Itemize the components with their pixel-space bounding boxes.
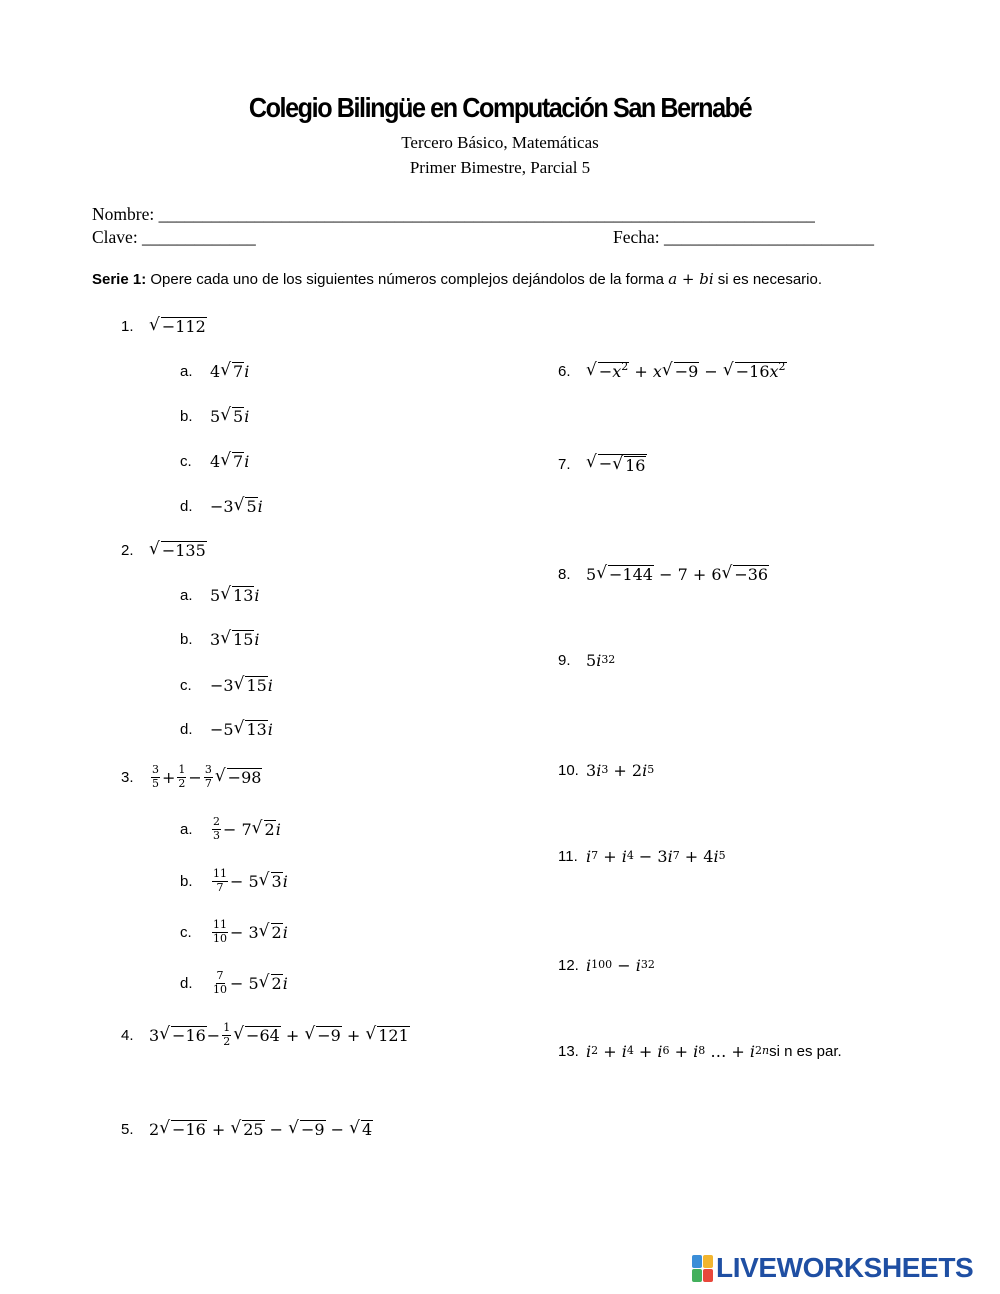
option-letter: a. [180, 362, 193, 380]
logo-wordmark: LIVEWORKSHEETS [716, 1252, 974, 1283]
question-number: 8. [558, 565, 571, 583]
question-12 [558, 951, 655, 979]
question-10 [558, 756, 654, 784]
question-3 [121, 760, 262, 794]
question-expression: √ − √ 16 [586, 451, 646, 475]
option-letter: d. [180, 497, 193, 515]
question-number: 6. [558, 362, 571, 380]
option-3b[interactable] [180, 864, 288, 898]
date-field[interactable]: Fecha: ________________________ [613, 227, 875, 247]
option-3a[interactable] [180, 812, 281, 846]
option-3d[interactable] [180, 966, 288, 1000]
question-number: 12. [558, 956, 579, 974]
question-expression: 2 √ −16 + √ 25 − √ −9 − √ 4 [149, 1117, 373, 1139]
question-7 [558, 450, 647, 478]
option-letter: c. [180, 452, 192, 470]
option-expression: −5 √ 13 i [210, 717, 273, 739]
option-letter: c. [180, 676, 192, 694]
option-1b[interactable] [180, 402, 249, 430]
logo-mark-icon [692, 1255, 713, 1282]
option-1c[interactable] [180, 447, 249, 475]
option-letter: a. [180, 586, 193, 604]
question-expression: √ $-x^2$ + x √ −9 − √ $-16x^2$ [586, 359, 786, 381]
question-2 [121, 536, 207, 564]
question-number: 10. [558, 761, 579, 779]
question-11 [558, 842, 726, 870]
question-expression: 3 √ −16 − $\frac{1}{2}$ √ −64 + √ −9 + √ 121 [149, 1020, 409, 1048]
school-title: Colegio Bilingüe en Computación San Bernabé [248, 92, 752, 123]
question-number: 3. [121, 768, 134, 786]
option-2a[interactable] [180, 581, 260, 609]
option-expression: 4 √ 7 i [210, 449, 250, 471]
option-expression: 5 √ 13 i [210, 583, 260, 605]
question-expression: √ −112 [149, 314, 206, 336]
option-letter: b. [180, 407, 193, 425]
question-number: 5. [121, 1120, 134, 1138]
question-1 [121, 312, 207, 340]
option-expression: $\frac{2}{3}$ − 7 √ 2 i [213, 814, 281, 842]
question-9 [558, 646, 615, 674]
question-expression: $\frac{3}{5}$ + $\frac{1}{2}$ − $\frac{3}{7}$ √ −98 [152, 762, 262, 790]
series-label: Serie 1: [92, 271, 147, 288]
question-number: 2. [121, 541, 134, 559]
liveworksheets-logo [692, 1252, 973, 1284]
key-field[interactable]: Clave: _____________ [92, 227, 256, 247]
logo-block [703, 1255, 713, 1268]
question-number: 4. [121, 1026, 134, 1044]
option-letter: d. [180, 974, 193, 992]
instruction-text-after: si es necesario. [713, 271, 823, 288]
name-field[interactable]: Nombre: ___________________________________________________________________________ [92, 204, 815, 224]
question-13 [558, 1037, 842, 1065]
option-2c[interactable] [180, 671, 273, 699]
option-1d[interactable] [180, 492, 263, 520]
option-expression: 5 √ 5 i [210, 404, 250, 426]
option-letter: b. [180, 630, 193, 648]
logo-block [703, 1269, 713, 1282]
option-letter: b. [180, 872, 193, 890]
question-expression: 3 i 3 + 2 i 5 [586, 760, 655, 780]
option-2d[interactable] [180, 715, 273, 743]
option-expression: 3 √ 15 i [210, 627, 260, 649]
question-expression: 5 √ −144 − 7 + 6 √ −36 [586, 562, 769, 584]
option-expression: −3 √ 5 i [210, 494, 263, 516]
question-expression: i 100 − i 32 [586, 955, 655, 975]
series-instruction [92, 270, 822, 288]
question-number: 13. [558, 1042, 579, 1060]
period-subtitle: Primer Bimestre, Parcial 5 [409, 158, 591, 177]
question-number: 1. [121, 317, 134, 335]
question-expression: i 2 + i 4 + i 6 + i 8 … + i 2n [586, 1041, 770, 1061]
logo-block [692, 1269, 702, 1282]
option-letter: a. [180, 820, 193, 838]
option-letter: c. [180, 923, 192, 941]
question-6 [558, 357, 787, 385]
option-expression: $\frac{11}{7}$ − 5 √ 3 i [213, 866, 288, 894]
question-4 [121, 1018, 410, 1052]
option-3c[interactable] [180, 915, 288, 949]
option-letter: d. [180, 720, 193, 738]
question-suffix: si n es par. [769, 1042, 842, 1060]
course-subtitle: Tercero Básico, Matemáticas [401, 133, 599, 152]
question-number: 7. [558, 455, 571, 473]
question-8 [558, 560, 769, 588]
instruction-text-before: Opere cada uno de los siguientes números complejos dejándolos de la forma [146, 271, 669, 288]
question-expression: 5 i 32 [586, 650, 616, 670]
question-5 [121, 1115, 373, 1143]
question-number: 11. [558, 847, 578, 865]
question-number: 9. [558, 651, 571, 669]
question-expression: √ −135 [149, 538, 206, 560]
option-2b[interactable] [180, 625, 260, 653]
option-1a[interactable] [180, 357, 249, 385]
question-expression: i 7 + i 4 − 3 i 7 + 4 i 5 [586, 846, 726, 866]
instruction-math: a + bi [668, 270, 714, 288]
option-expression: $\frac{7}{10}$ − 5 √ 2 i [213, 968, 288, 996]
option-expression: −3 √ 15 i [210, 673, 273, 695]
logo-block [692, 1255, 702, 1268]
option-expression: 4 √ 7 i [210, 359, 250, 381]
option-expression: $\frac{11}{10}$ − 3 √ 2 i [213, 917, 288, 945]
